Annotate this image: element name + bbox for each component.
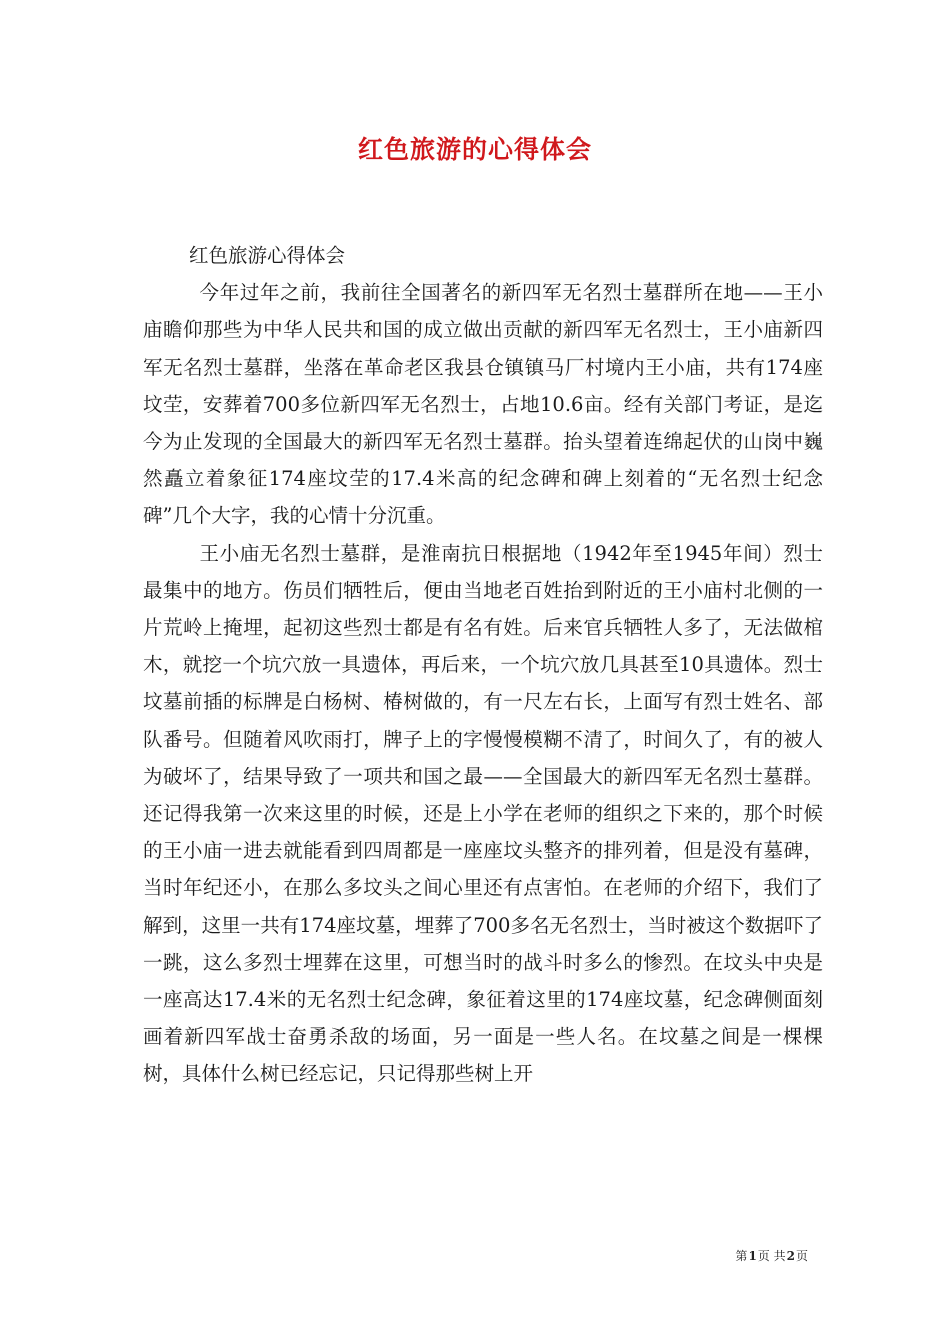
footer-suffix: 页 — [795, 1249, 808, 1263]
document-body — [143, 237, 823, 1093]
footer-current-page: 1 — [748, 1249, 757, 1263]
document-subtitle: 红色旅游心得体会 — [189, 244, 346, 267]
page-number-footer — [735, 1248, 808, 1264]
footer-total-pages: 2 — [786, 1249, 795, 1263]
paragraph-1: 今年过年之前，我前往全国著名的新四军无名烈士墓群所在地——王小庙瞻仰那些为中华人民共和国的成立做出贡献的新四军无名烈士，王小庙新四军无名烈士墓群，坐落在革命老区我县仓镇镇马厂村境内王小庙，共有174座坟茔，安葬着700多位新四军无名烈士，占地10.6亩。经有关部门考证，是迄今为止发现的全国最大的新四军无名烈士墓群。抬头望着连绵起伏的山岗中巍然矗立着象征174座坟茔的17.4米高的纪念碑和碑上刻着的“无名烈士纪念碑”几个大字，我的心情十分沉重。 — [143, 281, 823, 528]
footer-middle: 页 共 — [757, 1249, 786, 1263]
footer-prefix: 第 — [735, 1249, 748, 1263]
paragraph-2: 王小庙无名烈士墓群，是淮南抗日根据地（1942年至1945年间）烈士最集中的地方。伤员们牺牲后，便由当地老百姓抬到附近的王小庙村北侧的一片荒岭上掩埋，起初这些烈士都是有名有姓。后来官兵牺牲人多了，无法做棺木，就挖一个坑穴放一具遗体，再后来，一个坑穴放几具甚至10具遗体。烈士坟墓前插的标牌是白杨树、椿树做的，有一尺左右长，上面写有烈士姓名、部队番号。但随着风吹雨打，牌子上的字慢慢模糊不清了，时间久了，有的被人为破坏了，结果导致了一项共和国之最——全国最大的新四军无名烈士墓群。还记得我第一次来这里的时候，还是上小学在老师的组织之下来的，那个时候的王小庙一进去就能看到四周都是一座座坟头整齐的排列着，但是没有墓碑，当时年纪还小，在那么多坟头之间心里还有点害怕。在老师的介绍下，我们了解到，这里一共有174座坟墓，埋葬了700多名无名烈士，当时被这个数据吓了一跳，这么多烈士埋葬在这里，可想当时的战斗时多么的惨烈。在坟头中央是一座高达17.4米的无名烈士纪念碑，象征着这里的174座坟墓，纪念碑侧面刻画着新四军战士奋勇杀敌的场面，另一面是一些人名。在坟墓之间是一棵棵树，具体什么树已经忘记，只记得那些树上开 — [143, 541, 823, 1086]
document-title: 红色旅游的心得体会 — [357, 135, 592, 164]
